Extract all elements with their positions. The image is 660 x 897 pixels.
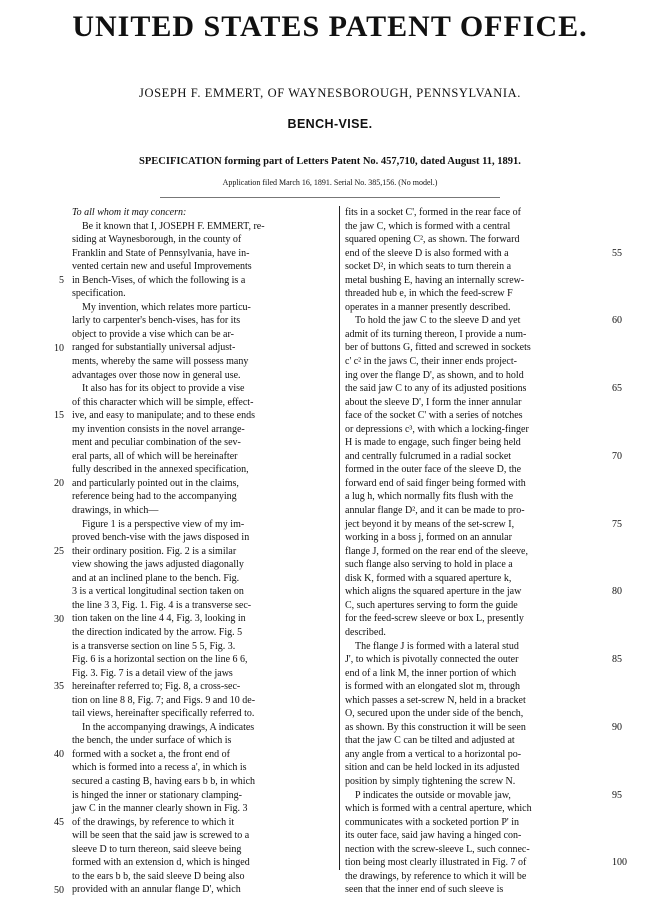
line-number: 55 [612, 247, 642, 261]
text-line: tion taken on the line 4 4, Fig. 3, looking in [72, 612, 337, 626]
text-line: drawings, in which— [72, 504, 337, 518]
text-line: view showing the jaws adjusted diagonally [72, 558, 337, 572]
text-line: is a transverse section on line 5 5, Fig. 3. [72, 640, 337, 654]
text-line: such flange also serving to hold in place a [345, 558, 610, 572]
line-number: 85 [612, 653, 642, 667]
text-line: jaw C in the manner clearly shown in Fig. 3 [72, 802, 337, 816]
text-line: ment and peculiar combination of the sev- [72, 436, 337, 450]
invention-title: BENCH-VISE. [0, 117, 660, 131]
text-line: larly to carpenter's bench-vises, has for its [72, 314, 337, 328]
text-line: hereinafter referred to; Fig. 8, a cross-sec- [72, 680, 337, 694]
line-number: 100 [612, 856, 642, 870]
text-line: The flange J is formed with a lateral stud [345, 640, 610, 654]
text-line: which is formed with a central aperture, which [345, 802, 610, 816]
text-line: 3 is a vertical longitudinal section taken on [72, 585, 337, 599]
line-number: 20 [46, 477, 64, 491]
text-line: its outer face, said jaw having a hinged con- [345, 829, 610, 843]
filing-line: Application filed March 16, 1891. Serial No. 385,156. (No model.) [0, 178, 660, 187]
text-line: communicates with a socketed portion P' in [345, 816, 610, 830]
text-line: the direction indicated by the arrow. Fig. 5 [72, 626, 337, 640]
text-line: their ordinary position. Fig. 2 is a similar [72, 545, 337, 559]
text-line: ber of buttons G, fitted and screwed in sockets [345, 341, 610, 355]
text-line: socket D², in which seats to turn therein a [345, 260, 610, 274]
text-line: forward end of said finger being formed with [345, 477, 610, 491]
text-line: of this character which will be simple, effect- [72, 396, 337, 410]
text-line: provided with an annular flange D', which [72, 883, 337, 897]
text-line: ive, and easy to manipulate; and to these ends [72, 409, 337, 423]
text-line: tail views, hereinafter specifically referred to. [72, 707, 337, 721]
line-number: 90 [612, 721, 642, 735]
text-line: seen that the inner end of such sleeve is [345, 883, 610, 897]
text-line: and particularly pointed out in the claims, [72, 477, 337, 491]
text-line: for the feed-screw sleeve or box L, presently [345, 612, 610, 626]
text-line: disk K, formed with a squared aperture k, [345, 572, 610, 586]
text-line: fully described in the annexed specification, [72, 463, 337, 477]
column-rule [339, 206, 340, 870]
text-line: To hold the jaw C to the sleeve D and yet [345, 314, 610, 328]
text-line: in Bench-Vises, of which the following is a [72, 274, 337, 288]
text-line: a lug h, which normally fits flush with the [345, 490, 610, 504]
text-line: metal bushing E, having an internally screw- [345, 274, 610, 288]
text-line: eral parts, all of which will be hereinafter [72, 450, 337, 464]
text-line: ments, whereby the same will possess many [72, 355, 337, 369]
text-line: flange J, formed on the rear end of the sleeve, [345, 545, 610, 559]
text-line: position by simply tightening the screw N. [345, 775, 610, 789]
text-line: specification. [72, 287, 337, 301]
text-line: O, secured upon the under side of the bench, [345, 707, 610, 721]
line-number: 35 [46, 680, 64, 694]
text-line: J', to which is pivotally connected the outer [345, 653, 610, 667]
text-line: of the drawings, by reference to which it [72, 816, 337, 830]
text-line: vented certain new and useful Improvements [72, 260, 337, 274]
text-line: is hinged the inner or stationary clamping- [72, 789, 337, 803]
text-line: proved bench-vise with the jaws disposed in [72, 531, 337, 545]
text-line: which is formed into a recess a', in which is [72, 761, 337, 775]
line-number: 15 [46, 409, 64, 423]
text-line: Fig. 6 is a horizontal section on the line 6 6, [72, 653, 337, 667]
text-line: formed in the outer face of the sleeve D, the [345, 463, 610, 477]
text-line: and at an inclined plane to the bench. Fig. [72, 572, 337, 586]
line-number: 5 [46, 274, 64, 288]
line-number: 65 [612, 382, 642, 396]
text-line: object to provide a vise which can be ar- [72, 328, 337, 342]
text-line: In the accompanying drawings, A indicates [72, 721, 337, 735]
text-line: that the jaw C can be tilted and adjusted at [345, 734, 610, 748]
text-line: sition and can be held locked in its adjusted [345, 761, 610, 775]
salutation: To all whom it may concern: [72, 206, 337, 220]
text-line: My invention, which relates more particu- [72, 301, 337, 315]
text-line: H is made to engage, such finger being held [345, 436, 610, 450]
text-line: face of the socket C' with a series of notches [345, 409, 610, 423]
text-line: C, such apertures serving to form the guide [345, 599, 610, 613]
text-line: nection with the screw-sleeve L, such connec- [345, 843, 610, 857]
line-number: 80 [612, 585, 642, 599]
text-line: any angle from a vertical to a horizontal po- [345, 748, 610, 762]
text-line: secured a casting B, having ears b b, in which [72, 775, 337, 789]
text-line: sleeve D to turn thereon, said sleeve being [72, 843, 337, 857]
text-line: my invention consists in the novel arrange- [72, 423, 337, 437]
line-number: 70 [612, 450, 642, 464]
text-line: annular flange D², and it can be made to pro- [345, 504, 610, 518]
text-line: Figure 1 is a perspective view of my im- [72, 518, 337, 532]
text-line: siding at Waynesborough, in the county of [72, 233, 337, 247]
line-number: 95 [612, 789, 642, 803]
left-column [72, 206, 337, 897]
text-line: as shown. By this construction it will be seen [345, 721, 610, 735]
text-line: Fig. 3. Fig. 7 is a detail view of the jaws [72, 667, 337, 681]
specification-line: SPECIFICATION forming part of Letters Patent No. 457,710, dated August 11, 1891. [0, 156, 660, 167]
text-line: tion being most clearly illustrated in Fig. 7 of [345, 856, 610, 870]
line-number: 10 [46, 342, 64, 356]
text-line: reference being had to the accompanying [72, 490, 337, 504]
text-line: threaded hub e, in which the feed-screw F [345, 287, 610, 301]
text-line: operates in a manner presently described. [345, 301, 610, 315]
text-line: the jaw C, which is formed with a central [345, 220, 610, 234]
text-line: tion on line 8 8, Fig. 7; and Figs. 9 and 10 de- [72, 694, 337, 708]
text-line: working in a boss j, formed on an annular [345, 531, 610, 545]
text-line: Be it known that I, JOSEPH F. EMMERT, re- [72, 220, 337, 234]
text-line: formed with a socket a, the front end of [72, 748, 337, 762]
text-line: end of a link M, the inner portion of which [345, 667, 610, 681]
text-line: or depressions c³, with which a locking-finger [345, 423, 610, 437]
line-number: 30 [46, 613, 64, 627]
text-line: is formed with an elongated slot m, through [345, 680, 610, 694]
text-line: which passes a set-screw N, held in a bracket [345, 694, 610, 708]
text-line: formed with an extension d, which is hinged [72, 856, 337, 870]
text-line: Franklin and State of Pennsylvania, have in- [72, 247, 337, 261]
text-line: ject beyond it by means of the set-screw I, [345, 518, 610, 532]
text-line: the line 3 3, Fig. 1. Fig. 4 is a transverse sec- [72, 599, 337, 613]
text-line: ing over the flange D', as shown, and to hold [345, 369, 610, 383]
line-number: 45 [46, 816, 64, 830]
text-line: and centrally fulcrumed in a radial socket [345, 450, 610, 464]
text-line: fits in a socket C', formed in the rear face of [345, 206, 610, 220]
right-column [345, 206, 610, 897]
line-number: 75 [612, 518, 642, 532]
text-line: It also has for its object to provide a vise [72, 382, 337, 396]
text-line: will be seen that the said jaw is screwed to a [72, 829, 337, 843]
line-number: 25 [46, 545, 64, 559]
text-line: advantages over those now in general use. [72, 369, 337, 383]
text-line: which aligns the squared aperture in the jaw [345, 585, 610, 599]
text-line: ranged for substantially universal adjust- [72, 341, 337, 355]
text-line: squared opening C², as shown. The forward [345, 233, 610, 247]
line-number: 50 [46, 884, 64, 897]
text-line: end of the sleeve D is also formed with a [345, 247, 610, 261]
office-title: UNITED STATES PATENT OFFICE. [0, 10, 660, 44]
line-number: 40 [46, 748, 64, 762]
text-line: described. [345, 626, 610, 640]
text-line: the said jaw C to any of its adjusted positions [345, 382, 610, 396]
text-line: the bench, the under surface of which is [72, 734, 337, 748]
inventor-line: JOSEPH F. EMMERT, OF WAYNESBOROUGH, PENNSYLVANIA. [0, 86, 660, 101]
line-number: 60 [612, 314, 642, 328]
text-line: admit of its turning thereon, I provide a num- [345, 328, 610, 342]
text-line: to the ears b b, the said sleeve D being also [72, 870, 337, 884]
text-line: P indicates the outside or movable jaw, [345, 789, 610, 803]
text-line: the drawings, by reference to which it will be [345, 870, 610, 884]
header-divider [160, 197, 500, 198]
text-line: c' c² in the jaws C, their inner ends project- [345, 355, 610, 369]
text-line: about the sleeve D', I form the inner annular [345, 396, 610, 410]
